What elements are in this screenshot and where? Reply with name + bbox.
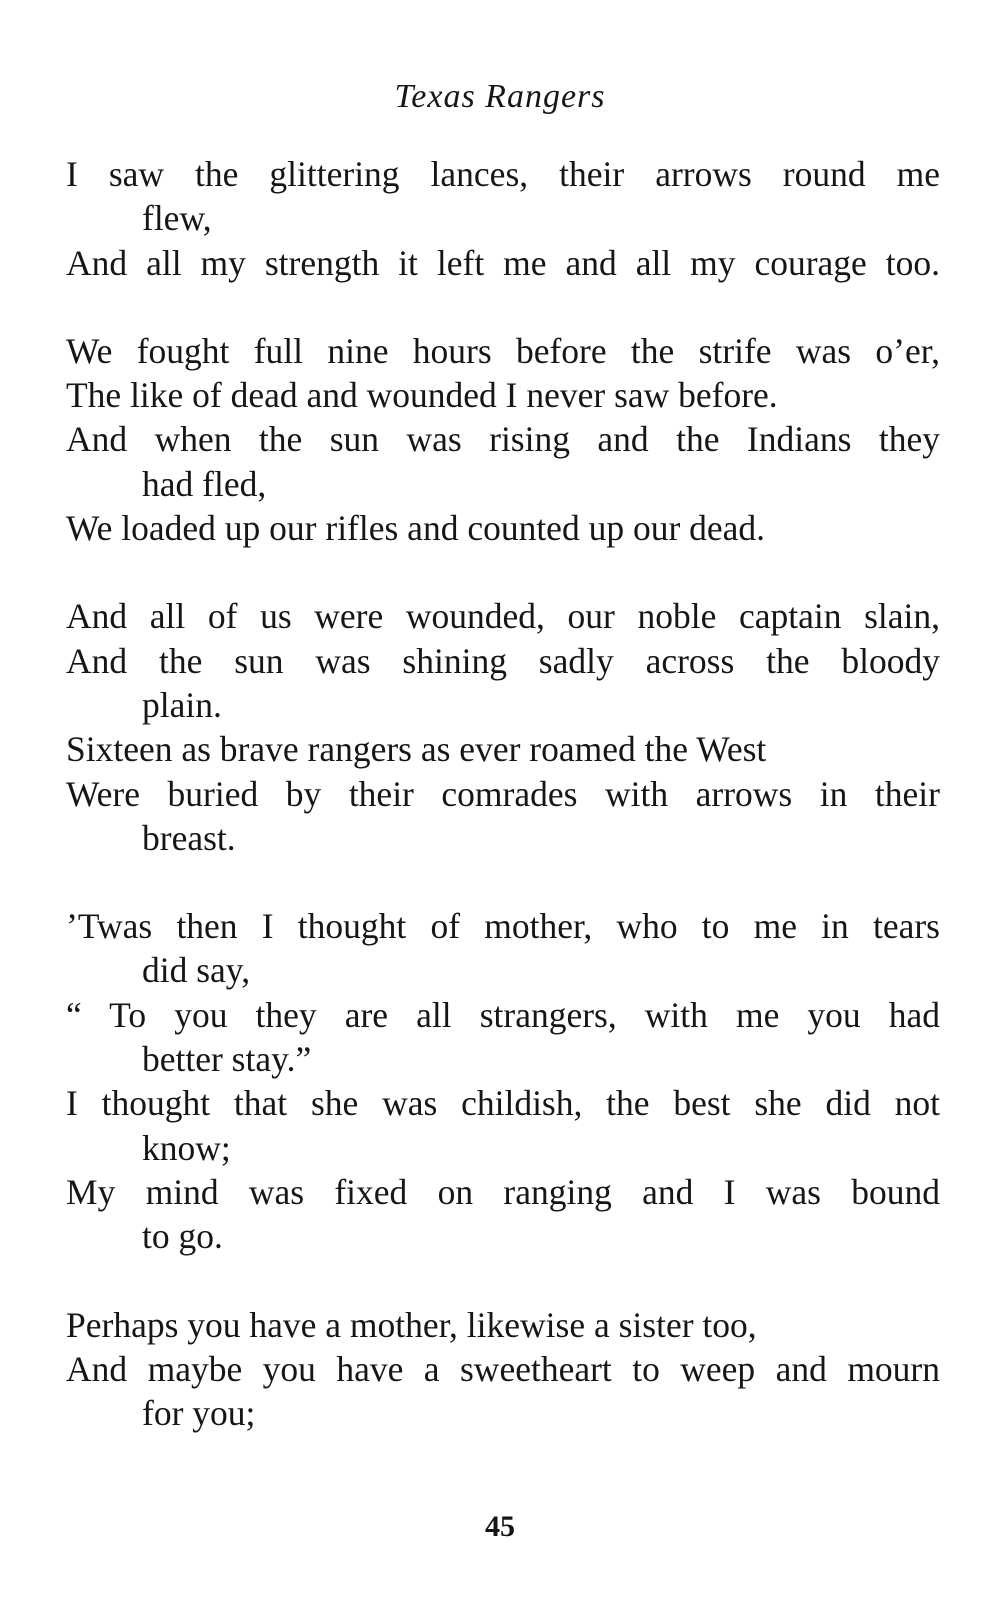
line-continuation: know; (142, 1127, 231, 1168)
line-text: “ To you they are all strangers, with me you had (66, 994, 940, 1035)
poem-line (66, 727, 940, 771)
stanza (66, 152, 940, 285)
line-text: ’Twas then I thought of mother, who to me in tears (66, 906, 940, 947)
line-text: And when the sun was rising and the Indians they (66, 419, 940, 460)
line-text: Perhaps you have a mother, likewise a sister too, (66, 1304, 757, 1345)
poem-line (66, 993, 940, 1082)
line-text: Sixteen as brave rangers as ever roamed the West (66, 729, 767, 770)
stanza (66, 594, 940, 860)
line-text: We loaded up our rifles and counted up our dead. (66, 508, 766, 549)
stanza (66, 1303, 940, 1436)
line-text: My mind was fixed on ranging and I was bound (66, 1171, 940, 1212)
line-text: And the sun was shining sadly across the bloody (66, 640, 940, 681)
line-continuation: better stay.” (142, 1039, 312, 1080)
line-continuation: to go. (142, 1216, 223, 1257)
poem-line (66, 904, 940, 993)
line-text: We fought full nine hours before the strife was o’er, (66, 330, 940, 371)
line-text: And maybe you have a sweetheart to weep and mourn (66, 1348, 940, 1389)
poem-line (66, 772, 940, 861)
line-continuation: flew, (142, 198, 212, 239)
line-continuation: had fled, (142, 463, 267, 504)
poem-line (66, 373, 940, 417)
line-text: And all of us were wounded, our noble captain slain, (66, 596, 940, 637)
line-text: I saw the glittering lances, their arrows round me (66, 154, 940, 194)
poem-line (66, 594, 940, 638)
line-continuation: plain. (142, 684, 222, 725)
poem-line (66, 1170, 940, 1259)
poem-line (66, 152, 940, 241)
poem-line (66, 329, 940, 373)
line-text: The like of dead and wounded I never saw before. (66, 375, 778, 416)
poem-line (66, 1081, 940, 1170)
stanza (66, 329, 940, 550)
running-title: Texas Rangers (394, 78, 606, 115)
line-text: Were buried by their comrades with arrows in their (66, 773, 940, 814)
poem-line (66, 1347, 940, 1436)
stanza (66, 904, 940, 1258)
poem-line (66, 506, 940, 550)
line-continuation: did say, (142, 950, 251, 991)
page-number: 45 (485, 1510, 515, 1543)
poem-line (66, 241, 940, 285)
line-continuation: breast. (142, 817, 236, 858)
line-continuation: for you; (142, 1393, 256, 1434)
poem-body (66, 152, 940, 1479)
poem-line (66, 639, 940, 728)
line-text: And all my strength it left me and all my courage too. (66, 242, 940, 283)
line-text: I thought that she was childish, the best she did not (66, 1083, 940, 1124)
poem-line (66, 417, 940, 506)
poem-line (66, 1303, 940, 1347)
